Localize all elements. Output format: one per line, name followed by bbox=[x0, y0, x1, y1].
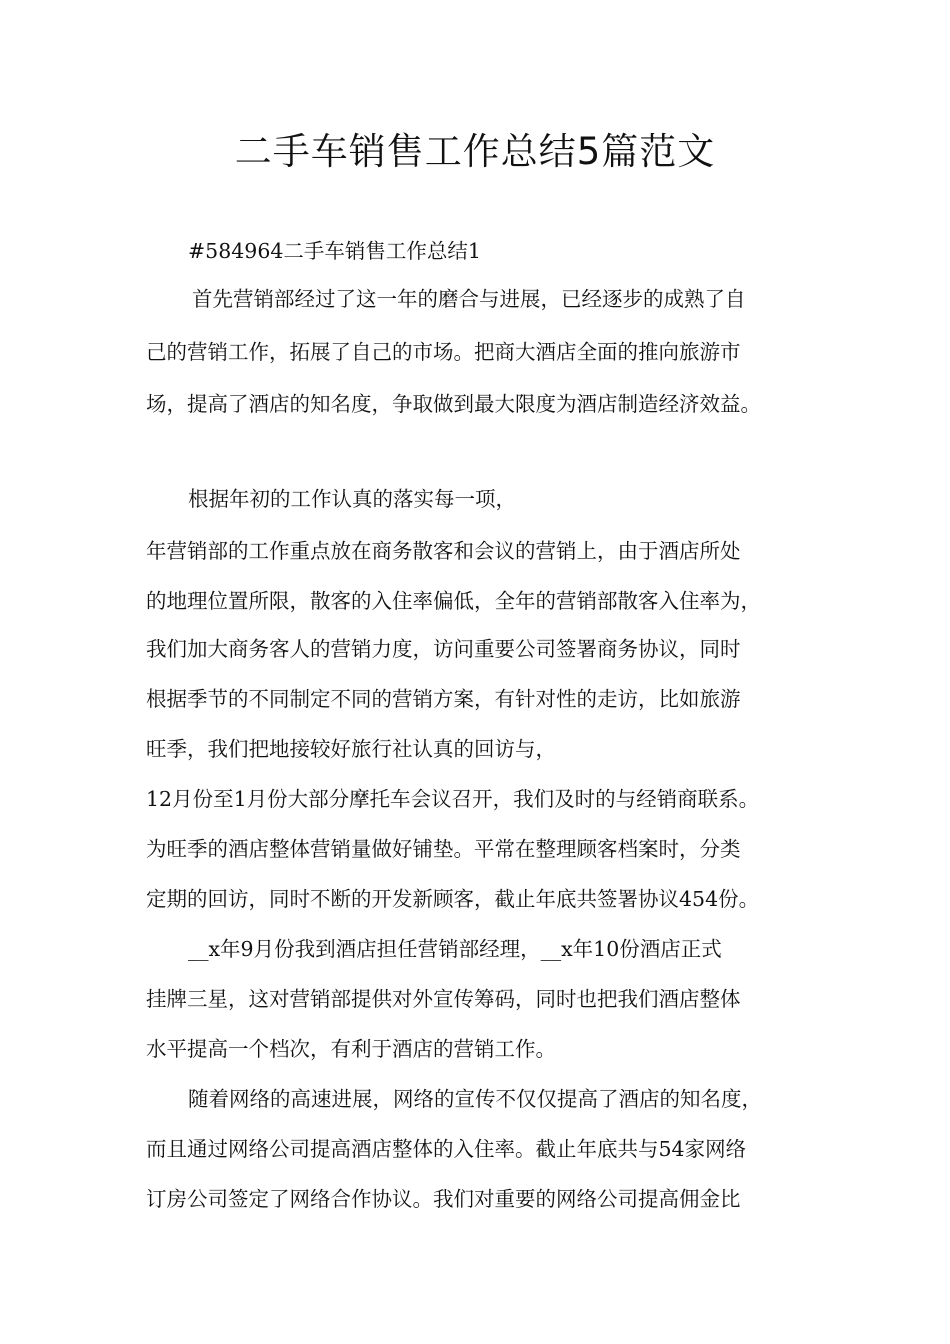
text-line: 为旺季的酒店整体营销量做好铺垫。平常在整理顾客档案时，分类 bbox=[146, 837, 741, 861]
text-line: 根据季节的不同制定不同的营销方案，有针对性的走访，比如旅游 bbox=[146, 687, 741, 711]
text-line: 我们加大商务客人的营销力度，访问重要公司签署商务协议，同时 bbox=[146, 637, 741, 661]
text-line: 首先营销部经过了这一年的磨合与进展，已经逐步的成熟了自 bbox=[192, 287, 746, 311]
text-line: 随着网络的高速进展，网络的宣传不仅仅提高了酒店的知名度， bbox=[188, 1087, 762, 1111]
text-line: 挂牌三星，这对营销部提供对外宣传筹码，同时也把我们酒店整体 bbox=[146, 987, 741, 1011]
text-line: 水平提高一个档次，有利于酒店的营销工作。 bbox=[146, 1037, 556, 1061]
text-line: 而且通过网络公司提高酒店整体的入住率。截止年底共与54家网络 bbox=[146, 1137, 747, 1161]
text-line: 年营销部的工作重点放在商务散客和会议的营销上，由于酒店所处 bbox=[146, 539, 741, 563]
text-line: 场，提高了酒店的知名度，争取做到最大限度为酒店制造经济效益。 bbox=[146, 392, 761, 416]
text-line: 订房公司签定了网络合作协议。我们对重要的网络公司提高佣金比 bbox=[146, 1187, 741, 1211]
text-line: 旺季，我们把地接较好旅行社认真的回访与， bbox=[146, 737, 556, 761]
text-line: 定期的回访，同时不断的开发新顾客，截止年底共签署协议454份。 bbox=[146, 887, 760, 911]
text-line: __x年9月份我到酒店担任营销部经理，__x年10份酒店正式 bbox=[188, 937, 722, 961]
section-heading: #584964二手车销售工作总结1 bbox=[188, 239, 481, 263]
text-line: 12月份至1月份大部分摩托车会议召开，我们及时的与经销商联系。 bbox=[146, 787, 760, 811]
text-line: 的地理位置所限，散客的入住率偏低，全年的营销部散客入住率为， bbox=[146, 589, 761, 613]
document-title: 二手车销售工作总结5篇范文 bbox=[234, 130, 716, 173]
text-line: 根据年初的工作认真的落实每一项， bbox=[188, 487, 516, 511]
text-line: 己的营销工作，拓展了自己的市场。把商大酒店全面的推向旅游市 bbox=[146, 340, 741, 364]
